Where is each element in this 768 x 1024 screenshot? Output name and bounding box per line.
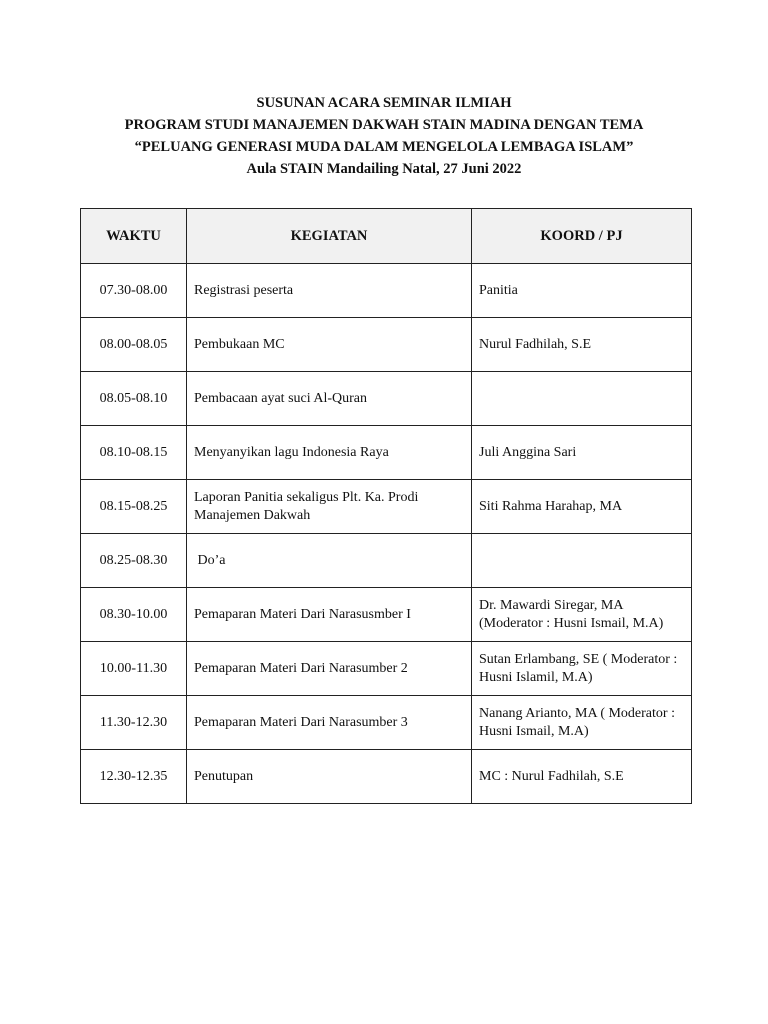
title-line-venue-date: Aula STAIN Mandailing Natal, 27 Juni 2022	[246, 161, 522, 177]
cell-kegiatan: Registrasi peserta	[187, 264, 472, 318]
cell-waktu: 10.00-11.30	[81, 642, 187, 696]
cell-kegiatan: Menyanyikan lagu Indonesia Raya	[187, 426, 472, 480]
title-line-program: PROGRAM STUDI MANAJEMEN DAKWAH STAIN MADINA DENGAN TEMA	[124, 117, 644, 133]
cell-waktu: 12.30-12.35	[81, 750, 187, 804]
cell-koord: Sutan Erlambang, SE ( Moderator : Husni Islamil, M.A)	[472, 642, 692, 696]
cell-waktu: 11.30-12.30	[81, 696, 187, 750]
cell-koord: Siti Rahma Harahap, MA	[472, 480, 692, 534]
header-waktu: WAKTU	[81, 209, 187, 264]
table-row	[81, 318, 692, 372]
cell-kegiatan: Laporan Panitia sekaligus Plt. Ka. Prodi Manajemen Dakwah	[187, 480, 472, 534]
schedule-table	[80, 208, 692, 804]
title-line-event: SUSUNAN ACARA SEMINAR ILMIAH	[256, 95, 512, 111]
cell-waktu: 08.25-08.30	[81, 534, 187, 588]
table-row	[81, 480, 692, 534]
cell-kegiatan: Pemaparan Materi Dari Narasumber 3	[187, 696, 472, 750]
cell-koord	[472, 372, 692, 426]
cell-koord: Juli Anggina Sari	[472, 426, 692, 480]
title-line-theme: “PELUANG GENERASI MUDA DALAM MENGELOLA LEMBAGA ISLAM”	[134, 139, 634, 155]
cell-waktu: 08.10-08.15	[81, 426, 187, 480]
header-koord: KOORD / PJ	[472, 209, 692, 264]
table-row	[81, 426, 692, 480]
cell-koord: Panitia	[472, 264, 692, 318]
cell-kegiatan: Pembukaan MC	[187, 318, 472, 372]
cell-kegiatan: Penutupan	[187, 750, 472, 804]
cell-waktu: 08.05-08.10	[81, 372, 187, 426]
document-header	[0, 92, 768, 180]
header-kegiatan: KEGIATAN	[187, 209, 472, 264]
table-row	[81, 696, 692, 750]
cell-kegiatan: Pembacaan ayat suci Al-Quran	[187, 372, 472, 426]
cell-waktu: 08.00-08.05	[81, 318, 187, 372]
table-row	[81, 642, 692, 696]
cell-kegiatan: Do’a	[187, 534, 472, 588]
cell-koord: MC : Nurul Fadhilah, S.E	[472, 750, 692, 804]
cell-koord	[472, 534, 692, 588]
table-row	[81, 534, 692, 588]
table-row	[81, 372, 692, 426]
cell-waktu: 08.30-10.00	[81, 588, 187, 642]
cell-koord: Dr. Mawardi Siregar, MA (Moderator : Husni Ismail, M.A)	[472, 588, 692, 642]
table-header-row	[81, 209, 692, 264]
cell-waktu: 07.30-08.00	[81, 264, 187, 318]
cell-koord: Nanang Arianto, MA ( Moderator : Husni Ismail, M.A)	[472, 696, 692, 750]
table-row	[81, 264, 692, 318]
cell-koord: Nurul Fadhilah, S.E	[472, 318, 692, 372]
cell-waktu: 08.15-08.25	[81, 480, 187, 534]
table-row	[81, 588, 692, 642]
cell-kegiatan: Pemaparan Materi Dari Narasumber 2	[187, 642, 472, 696]
cell-kegiatan: Pemaparan Materi Dari Narasusmber I	[187, 588, 472, 642]
table-row	[81, 750, 692, 804]
